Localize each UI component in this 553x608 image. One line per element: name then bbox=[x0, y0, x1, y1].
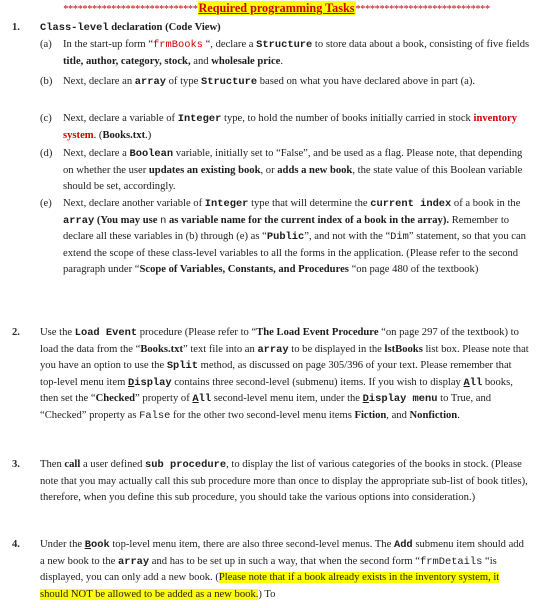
item-text: Under the Book top-level menu item, there are also three second-level menus. The Add submenu item should add a new book to the array and has to be set up in such a way, that when the second form “frmDetails “is displayed, you can only add a new book. (Please note that if a book already exists in the inventory system, it should NOT be allowed to be added as a new book.) To bbox=[40, 539, 524, 600]
section-banner bbox=[0, 0, 553, 17]
item-text: Use the Load Event procedure (Please refer to “The Load Event Procedure “on page 297 of the textbook) to load the data from the “Books.txt” text file into an array to be displayed in the lstBooks list box. Please note that you have an option to use the Split method, as discussed on page 305/396 of your text. Please remember that top-level menu item Display contains three second-level (submenu) items. If you wish to display All books, then set the “Checked” property of All second-level menu item, under the Display menu to True, and “Checked” property as False for the other two second-level menu items Fiction, and Nonfiction. bbox=[40, 327, 529, 422]
subitem-letter: (b) bbox=[40, 76, 53, 87]
banner-title: Required programming Tasks bbox=[198, 1, 355, 15]
subitem-letter: (d) bbox=[40, 148, 53, 159]
subitem-letter: (a) bbox=[40, 39, 52, 50]
subitem-text: Next, declare an array of type Structure based on what you have declared above in part (a). bbox=[63, 76, 476, 88]
subitem-text: Next, declare a variable of Integer type, to hold the number of books initially carried in stock inventory system. (Books.txt.) bbox=[63, 113, 518, 141]
item-number: 1. bbox=[12, 22, 20, 33]
subitem-text: Next, declare a Boolean variable, initially set to “False”, and be used as a flag. Please note, that depending on whether the user updates an existing book, or adds a new book, the state value of this Boolean variable should be set, accordingly. bbox=[63, 148, 523, 193]
item-number: 2. bbox=[12, 327, 20, 338]
subitem-letter: (c) bbox=[40, 113, 52, 124]
item-number: 3. bbox=[12, 459, 20, 470]
highlighted-note: Please note that if a book already exists in the inventory system, it should NOT be allowed to be added as a new book. bbox=[40, 572, 500, 600]
banner-stars-left: **************************** bbox=[63, 4, 198, 15]
subitem-text: Next, declare another variable of Integer type that will determine the current index of a book in the array (You may use n as variable name for the current index of a book in the array). Remember to declare all these variables in (b) through (e) as “Public”, and not with the “Dim” statement, so that you can extend the scope of these class-level variables to all the forms in the application. (Please refer to the second paragraph under “Scope of Variables, Constants, and Procedures “on page 480 of the textbook) bbox=[63, 198, 526, 276]
banner-stars-right: **************************** bbox=[355, 4, 490, 15]
subitem-letter: (e) bbox=[40, 198, 52, 209]
item-number: 4. bbox=[12, 539, 20, 550]
subitem-text: In the start-up form “frmBooks “, declare a Structure to store data about a book, consisting of five fields title, author, category, stock, and wholesale price. bbox=[63, 39, 530, 67]
item-text: Then call a user defined sub procedure, to display the list of various categories of the books in stock. (Please note that you may actually call this sub procedure more than once to display the appropriate sub-list of book titles), therefore, when you define this sub procedure, you should take the various options into consideration.) bbox=[40, 459, 528, 504]
item-heading: Class-level declaration (Code View) bbox=[40, 22, 221, 34]
